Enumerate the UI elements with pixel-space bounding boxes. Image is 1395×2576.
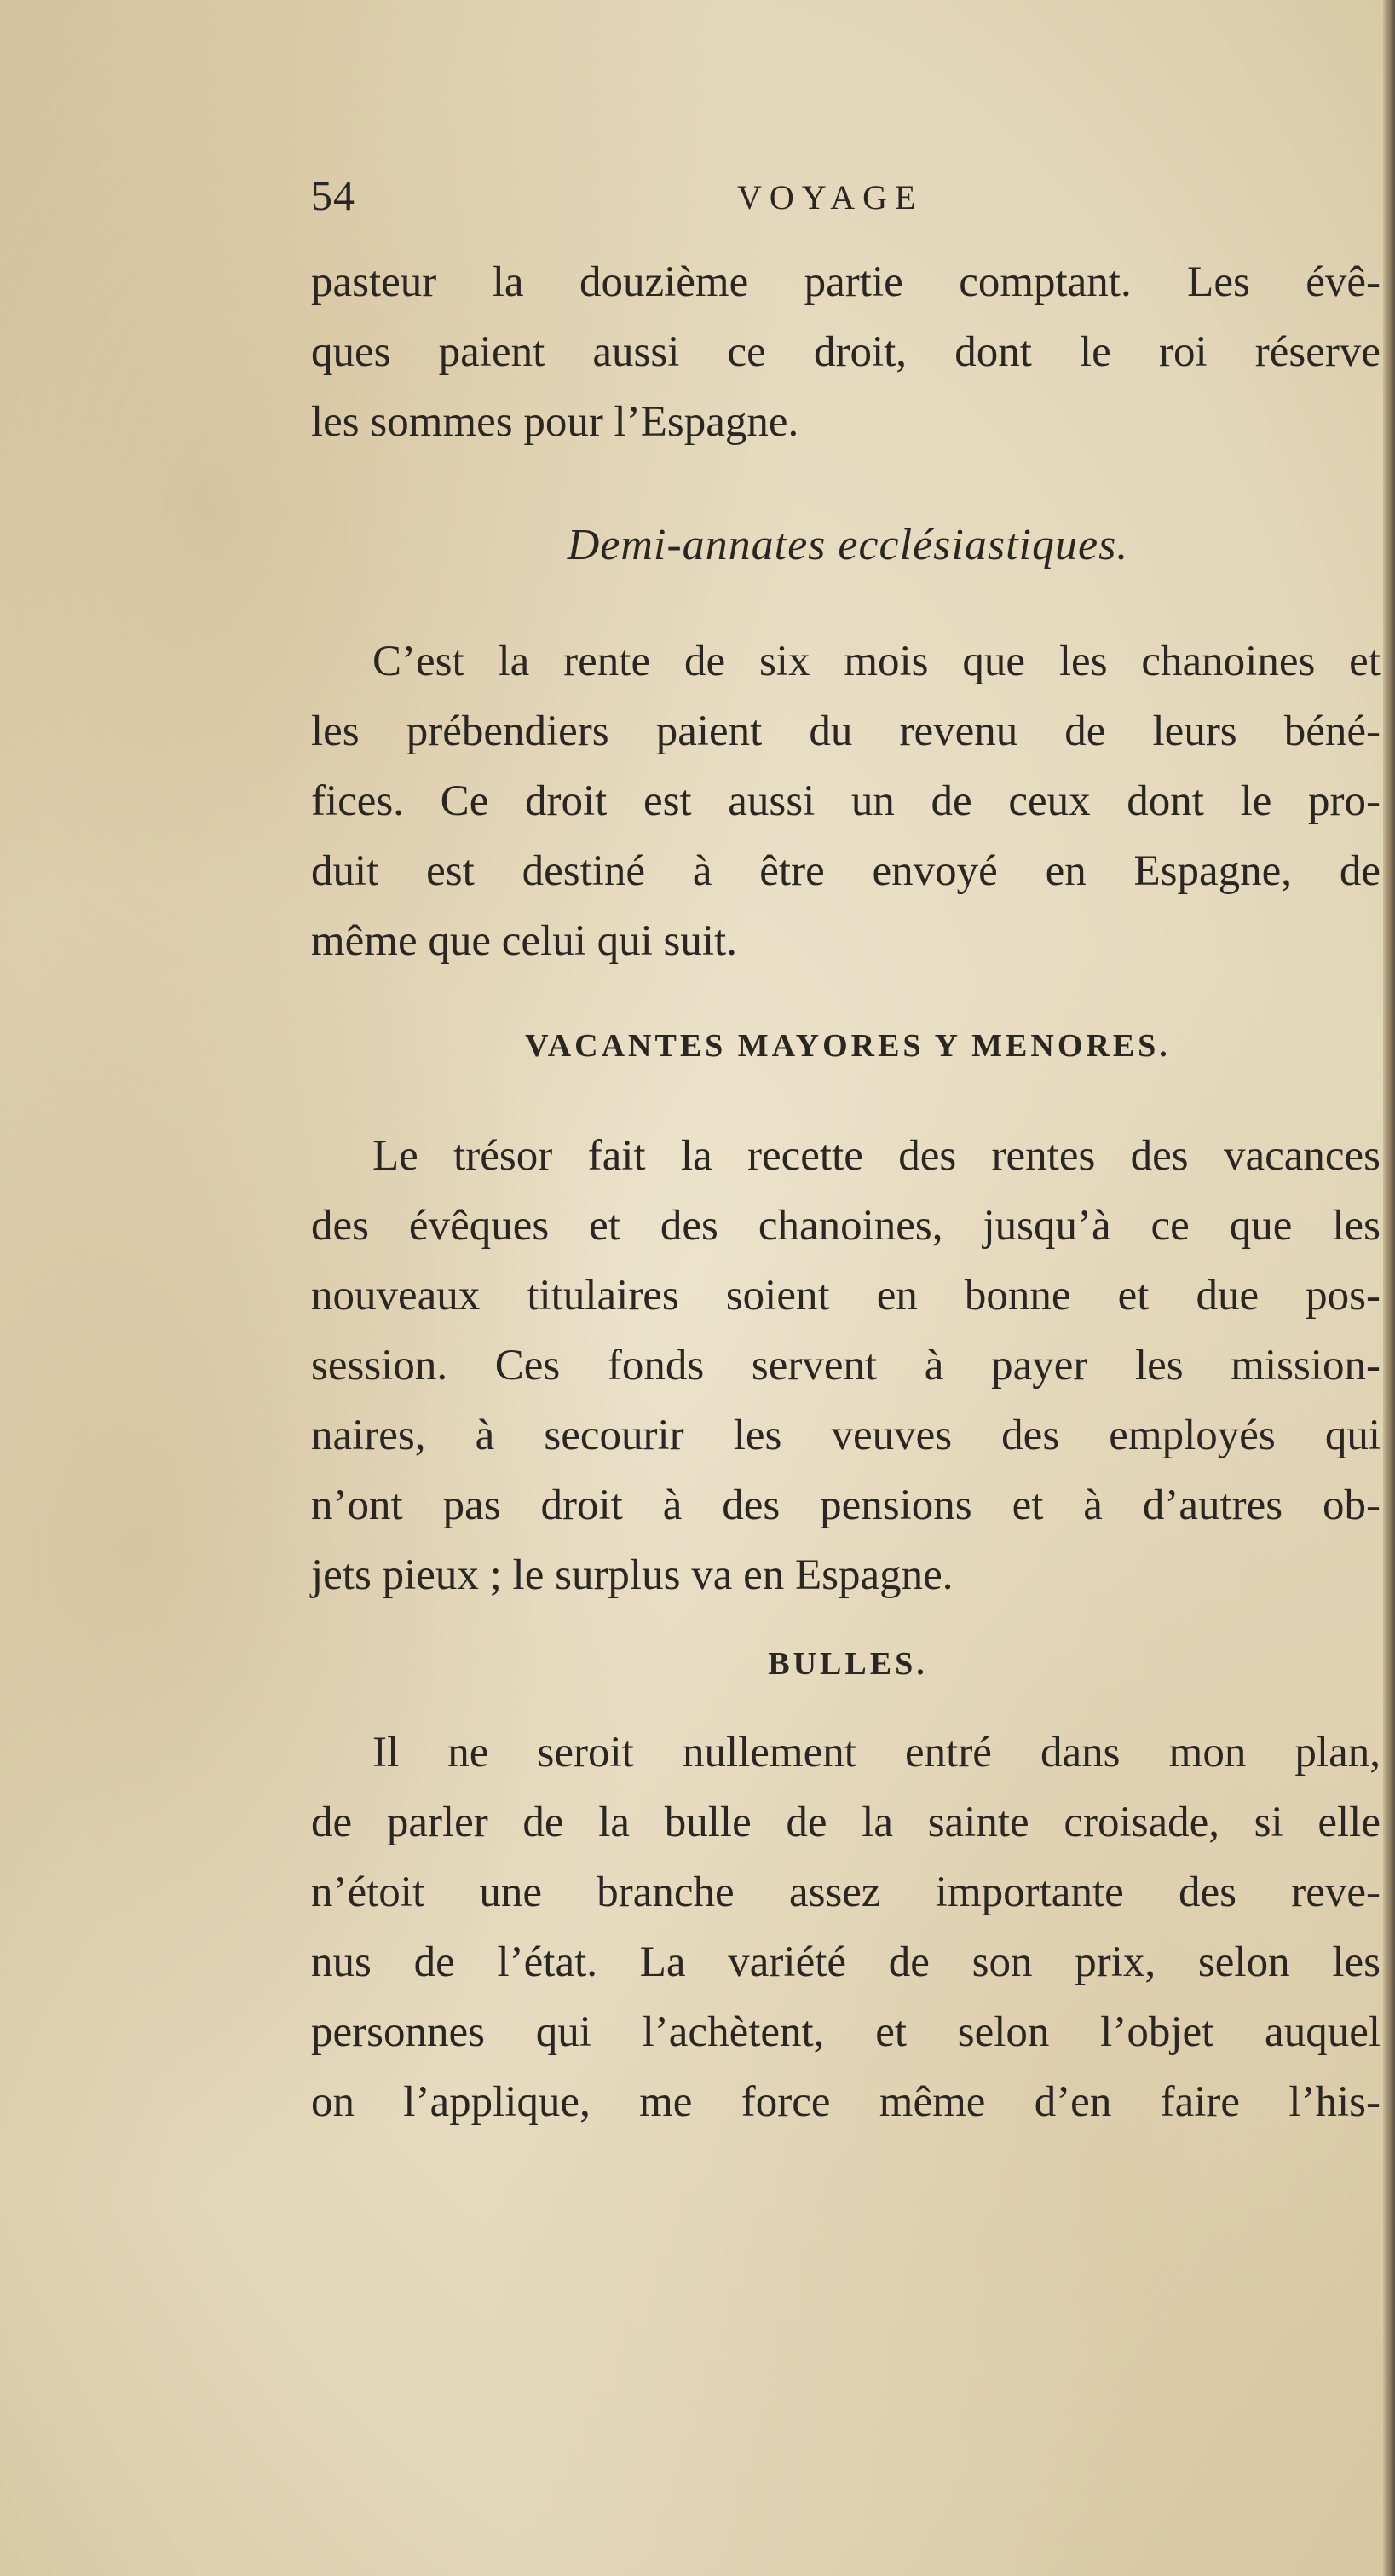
text-line: fices. Ce droit est aussi un de ceux dont le pro-	[311, 777, 1381, 825]
text-line: jets pieux ; le surplus va en Espagne.	[311, 1551, 954, 1599]
paragraph-bulles	[311, 1718, 1381, 2137]
running-title: VOYAGE	[737, 178, 924, 217]
paragraph-vacantes	[311, 1121, 1381, 1610]
text-line: nouveaux titulaires soient en bonne et due pos-	[311, 1272, 1381, 1320]
text-line: de parler de la bulle de la sainte croisade, si elle	[311, 1799, 1381, 1846]
text-line: Le trésor fait la recette des rentes des vacances	[372, 1132, 1381, 1180]
page-edge-shadow	[1383, 0, 1395, 2576]
paragraph-continuation	[311, 247, 1381, 457]
text-line: personnes qui l’achètent, et selon l’objet auquel	[311, 2008, 1381, 2056]
text-line: naires, à secourir les veuves des employés qui	[311, 1412, 1381, 1459]
text-line: C’est la rente de six mois que les chanoines et	[372, 638, 1381, 685]
text-line: on l’applique, me force même d’en faire l’his-	[311, 2078, 1381, 2126]
section-heading-demi-annates: Demi-annates ecclésiastiques.	[567, 521, 1129, 569]
text-line: pasteur la douzième partie comptant. Les évê-	[311, 258, 1381, 306]
paragraph-demi-annates	[311, 627, 1381, 976]
text-line: Il ne seroit nullement entré dans mon plan,	[372, 1729, 1381, 1776]
page-number: 54	[311, 171, 355, 219]
text-line: duit est destiné à être envoyé en Espagne, de	[311, 847, 1381, 895]
text-line: des évêques et des chanoines, jusqu’à ce que les	[311, 1202, 1381, 1250]
text-line: même que celui qui suit.	[311, 917, 737, 965]
text-line: nus de l’état. La variété de son prix, selon les	[311, 1938, 1381, 1986]
section-heading-bulles: BULLES.	[768, 1646, 928, 1682]
text-line: n’étoit une branche assez importante des reve-	[311, 1868, 1381, 1916]
text-line: ques paient aussi ce droit, dont le roi réserve	[311, 328, 1381, 376]
text-line: session. Ces fonds servent à payer les mission-	[311, 1342, 1381, 1389]
text-line: les prébendiers paient du revenu de leurs béné-	[311, 708, 1381, 755]
text-line: les sommes pour l’Espagne.	[311, 398, 799, 446]
section-heading-vacantes: VACANTES MAYORES Y MENORES.	[525, 1028, 1171, 1064]
page-header	[311, 170, 1385, 230]
text-line: n’ont pas droit à des pensions et à d’autres ob-	[311, 1481, 1381, 1529]
